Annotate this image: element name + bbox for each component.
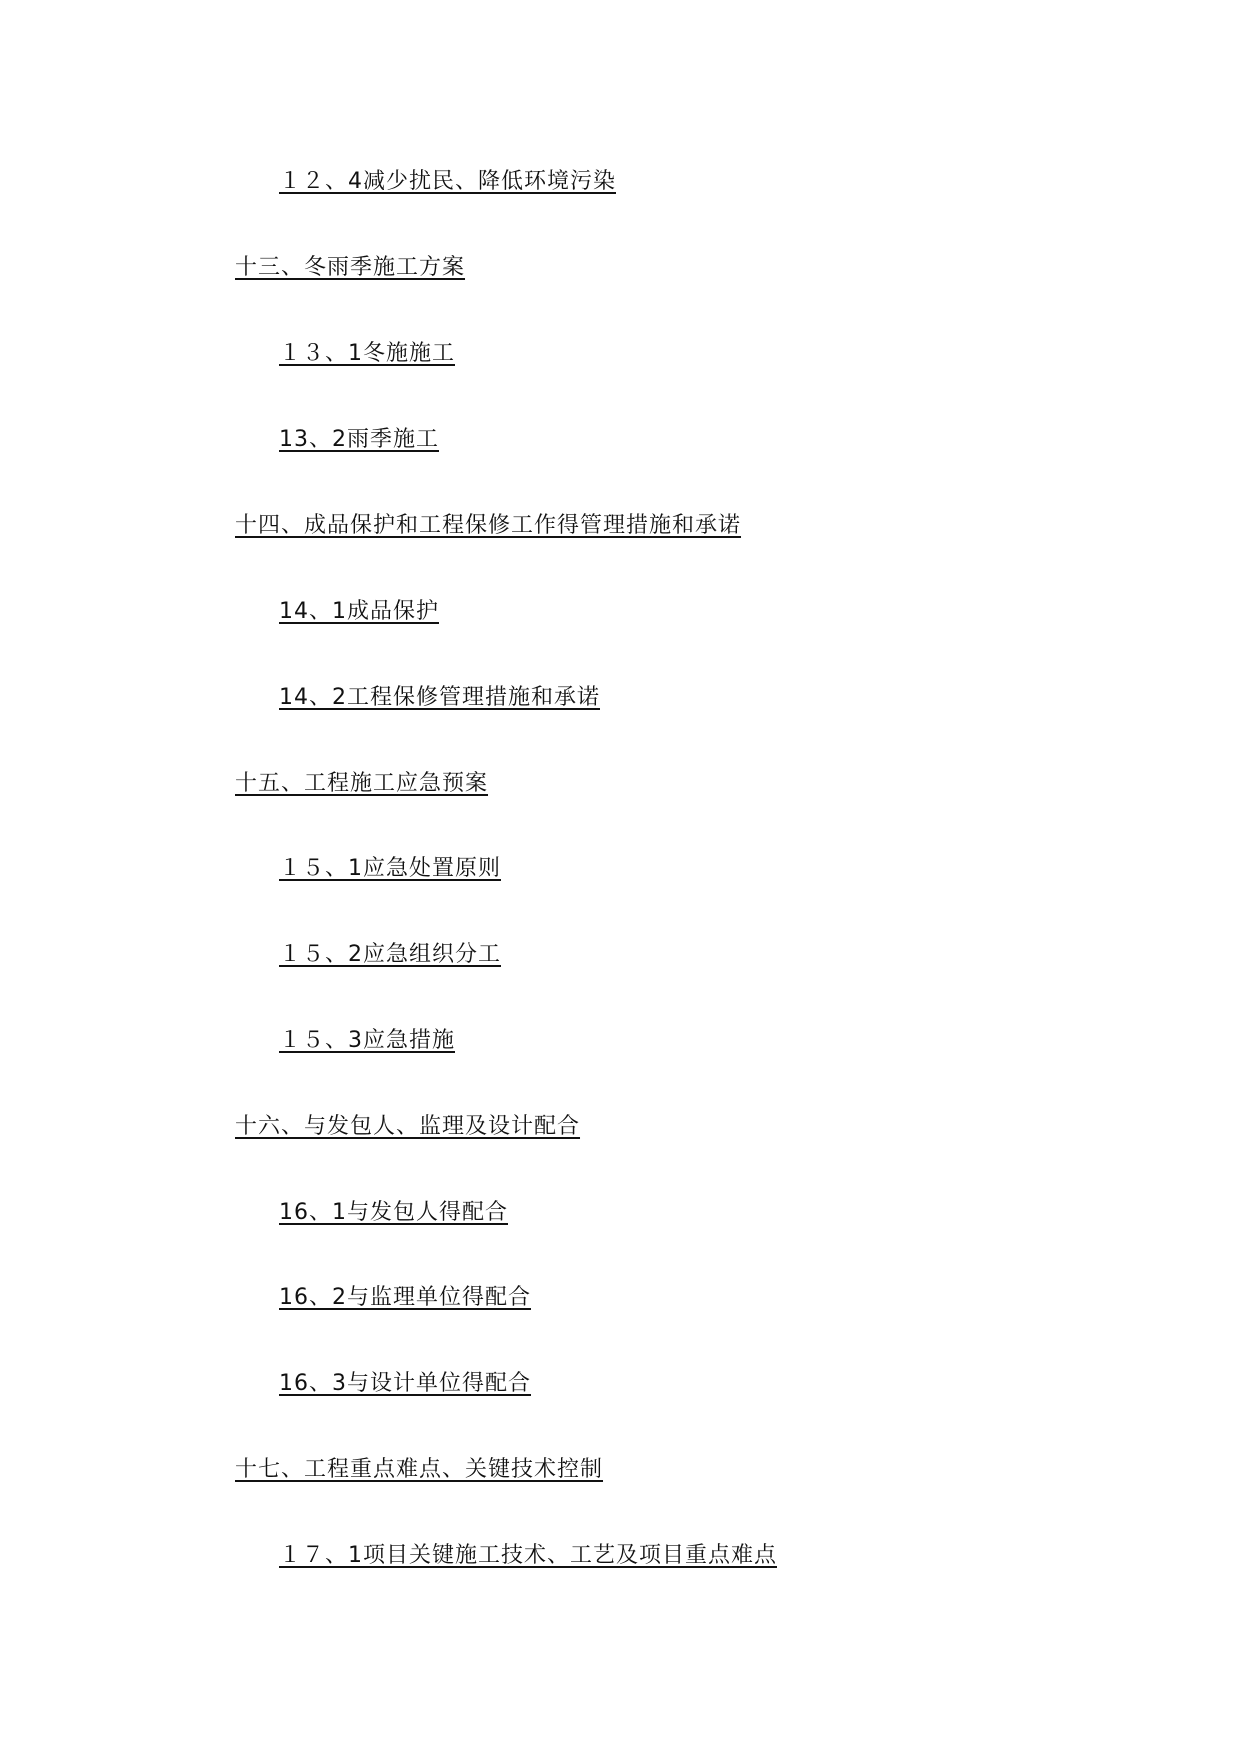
- toc-entry-16-2: [279, 1283, 531, 1313]
- toc-entry-12-4: [279, 167, 616, 197]
- toc-link-13-1[interactable]: １３、1冬施施工: [279, 341, 455, 366]
- toc-entry-15-3: [279, 1026, 455, 1056]
- toc-link-13-2[interactable]: 13、2雨季施工: [279, 427, 439, 452]
- toc-link-12-4[interactable]: １２、4减少扰民、降低环境污染: [279, 169, 616, 194]
- toc-entry-17: [235, 1455, 603, 1485]
- toc-link-13[interactable]: 十三、冬雨季施工方案: [235, 255, 466, 280]
- toc-entry-14-2: [279, 683, 600, 713]
- toc-entry-14: [235, 511, 741, 541]
- toc-link-14[interactable]: 十四、成品保护和工程保修工作得管理措施和承诺: [235, 513, 742, 538]
- toc-entry-14-1: [279, 597, 439, 627]
- toc-entry-17-1: [279, 1541, 777, 1571]
- toc-link-15-2[interactable]: １５、2应急组织分工: [279, 942, 501, 967]
- toc-link-16-2[interactable]: 16、2与监理单位得配合: [279, 1285, 531, 1310]
- toc-link-14-1[interactable]: 14、1成品保护: [279, 599, 439, 624]
- toc-entry-13-2: [279, 425, 439, 455]
- toc-link-17-1[interactable]: １７、1项目关键施工技术、工艺及项目重点难点: [279, 1543, 777, 1568]
- toc-entry-15-1: [279, 854, 501, 884]
- toc-entry-16-1: [279, 1198, 508, 1228]
- toc-entry-13-1: [279, 339, 455, 369]
- toc-link-15-3[interactable]: １５、3应急措施: [279, 1028, 455, 1053]
- toc-link-14-2[interactable]: 14、2工程保修管理措施和承诺: [279, 685, 600, 710]
- toc-entry-16: [235, 1112, 580, 1142]
- toc-link-16[interactable]: 十六、与发包人、监理及设计配合: [235, 1114, 581, 1139]
- toc-entry-16-3: [279, 1369, 531, 1399]
- toc-link-17[interactable]: 十七、工程重点难点、关键技术控制: [235, 1457, 604, 1482]
- toc-entry-15: [235, 769, 488, 799]
- toc-link-16-1[interactable]: 16、1与发包人得配合: [279, 1200, 508, 1225]
- toc-link-15[interactable]: 十五、工程施工应急预案: [235, 771, 489, 796]
- toc-link-16-3[interactable]: 16、3与设计单位得配合: [279, 1371, 531, 1396]
- toc-entry-13: [235, 253, 465, 283]
- toc-link-15-1[interactable]: １５、1应急处置原则: [279, 856, 501, 881]
- toc-entry-15-2: [279, 940, 501, 970]
